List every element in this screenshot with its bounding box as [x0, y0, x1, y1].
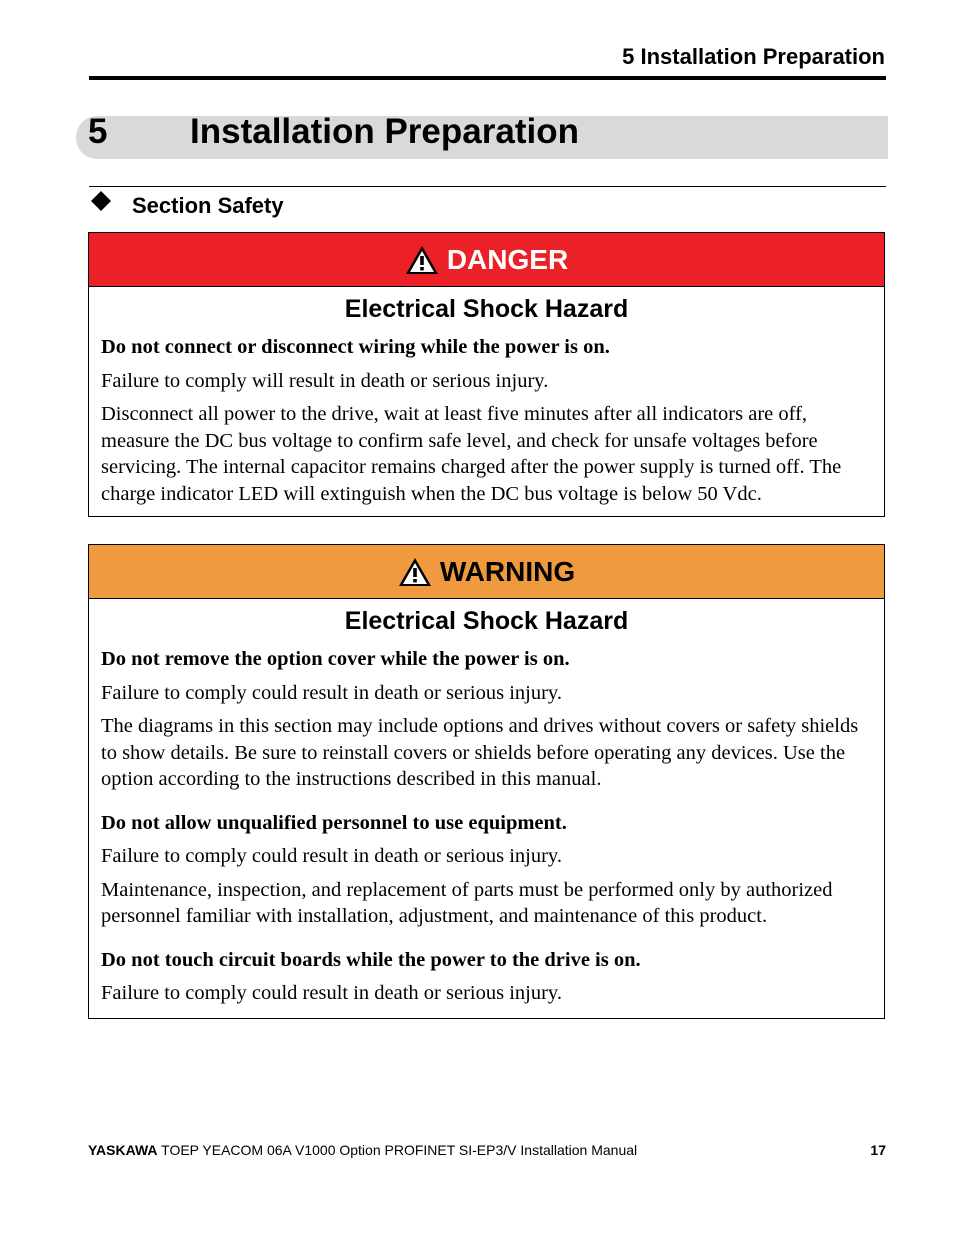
warning-consequence-3: Failure to comply could result in death or serious injury.: [101, 982, 562, 1004]
footer-doc-title: [88, 1142, 637, 1158]
warning-consequence-1: Failure to comply could result in death or serious injury.: [101, 681, 562, 704]
running-header: 5 Installation Preparation: [622, 44, 885, 69]
header-rule: [89, 76, 886, 80]
warning-triangle-icon: [405, 245, 439, 275]
danger-hazard-title: Electrical Shock Hazard: [344, 295, 629, 323]
subsection-rule: [89, 186, 886, 187]
warning-detail-1: The diagrams in this section may include options and drives without covers or safety shields to show details. Be sure to reinstall covers or shields before operating any devices. Use the option according to the instructions described in this manual.: [101, 715, 859, 790]
warning-instruction-2: Do not allow unqualified personnel to use equipment.: [101, 811, 567, 834]
footer-doc: TOEP YEACOM 06A V1000 Option PROFINET SI-EP3/V Installation Manual: [157, 1142, 638, 1158]
footer-brand: YASKAWA: [88, 1142, 158, 1158]
warning-label: WARNING: [439, 555, 576, 587]
section-number: 5: [88, 112, 108, 151]
danger-label: DANGER: [446, 243, 569, 275]
warning-box: [88, 544, 885, 1019]
warning-triangle-icon: [398, 557, 432, 587]
warning-instruction-3: Do not touch circuit boards while the power to the drive is on.: [101, 948, 641, 971]
page-number: 17: [870, 1142, 886, 1158]
warning-consequence-2: Failure to comply could result in death or serious injury.: [101, 845, 562, 867]
warning-detail-2: Maintenance, inspection, and replacement of parts must be performed only by authorized personnel familiar with installation, adjustment, and maintenance of this product.: [101, 878, 833, 927]
warning-header: [89, 545, 884, 599]
warning-instruction-1: Do not remove the option cover while the power is on.: [101, 648, 570, 670]
danger-header: [89, 233, 884, 287]
warning-hazard-title: Electrical Shock Hazard: [344, 607, 629, 635]
danger-instruction: Do not connect or disconnect wiring while the power is on.: [101, 336, 610, 358]
danger-box: [88, 232, 885, 517]
diamond-bullet-icon: [91, 191, 111, 211]
section-title: Installation Preparation: [190, 112, 579, 151]
subsection-title: Section Safety: [132, 193, 284, 218]
danger-detail: Disconnect all power to the drive, wait at least five minutes after all indicators are off, measure the DC bus voltage to confirm safe level, and check for unsafe voltages before servicing. The internal capacitor remains charged after the power supply is turned off. The charge indicator LED will extinguish when the DC bus voltage is below 50 Vdc.: [101, 403, 842, 505]
danger-consequence: Failure to comply will result in death or serious injury.: [101, 369, 549, 392]
